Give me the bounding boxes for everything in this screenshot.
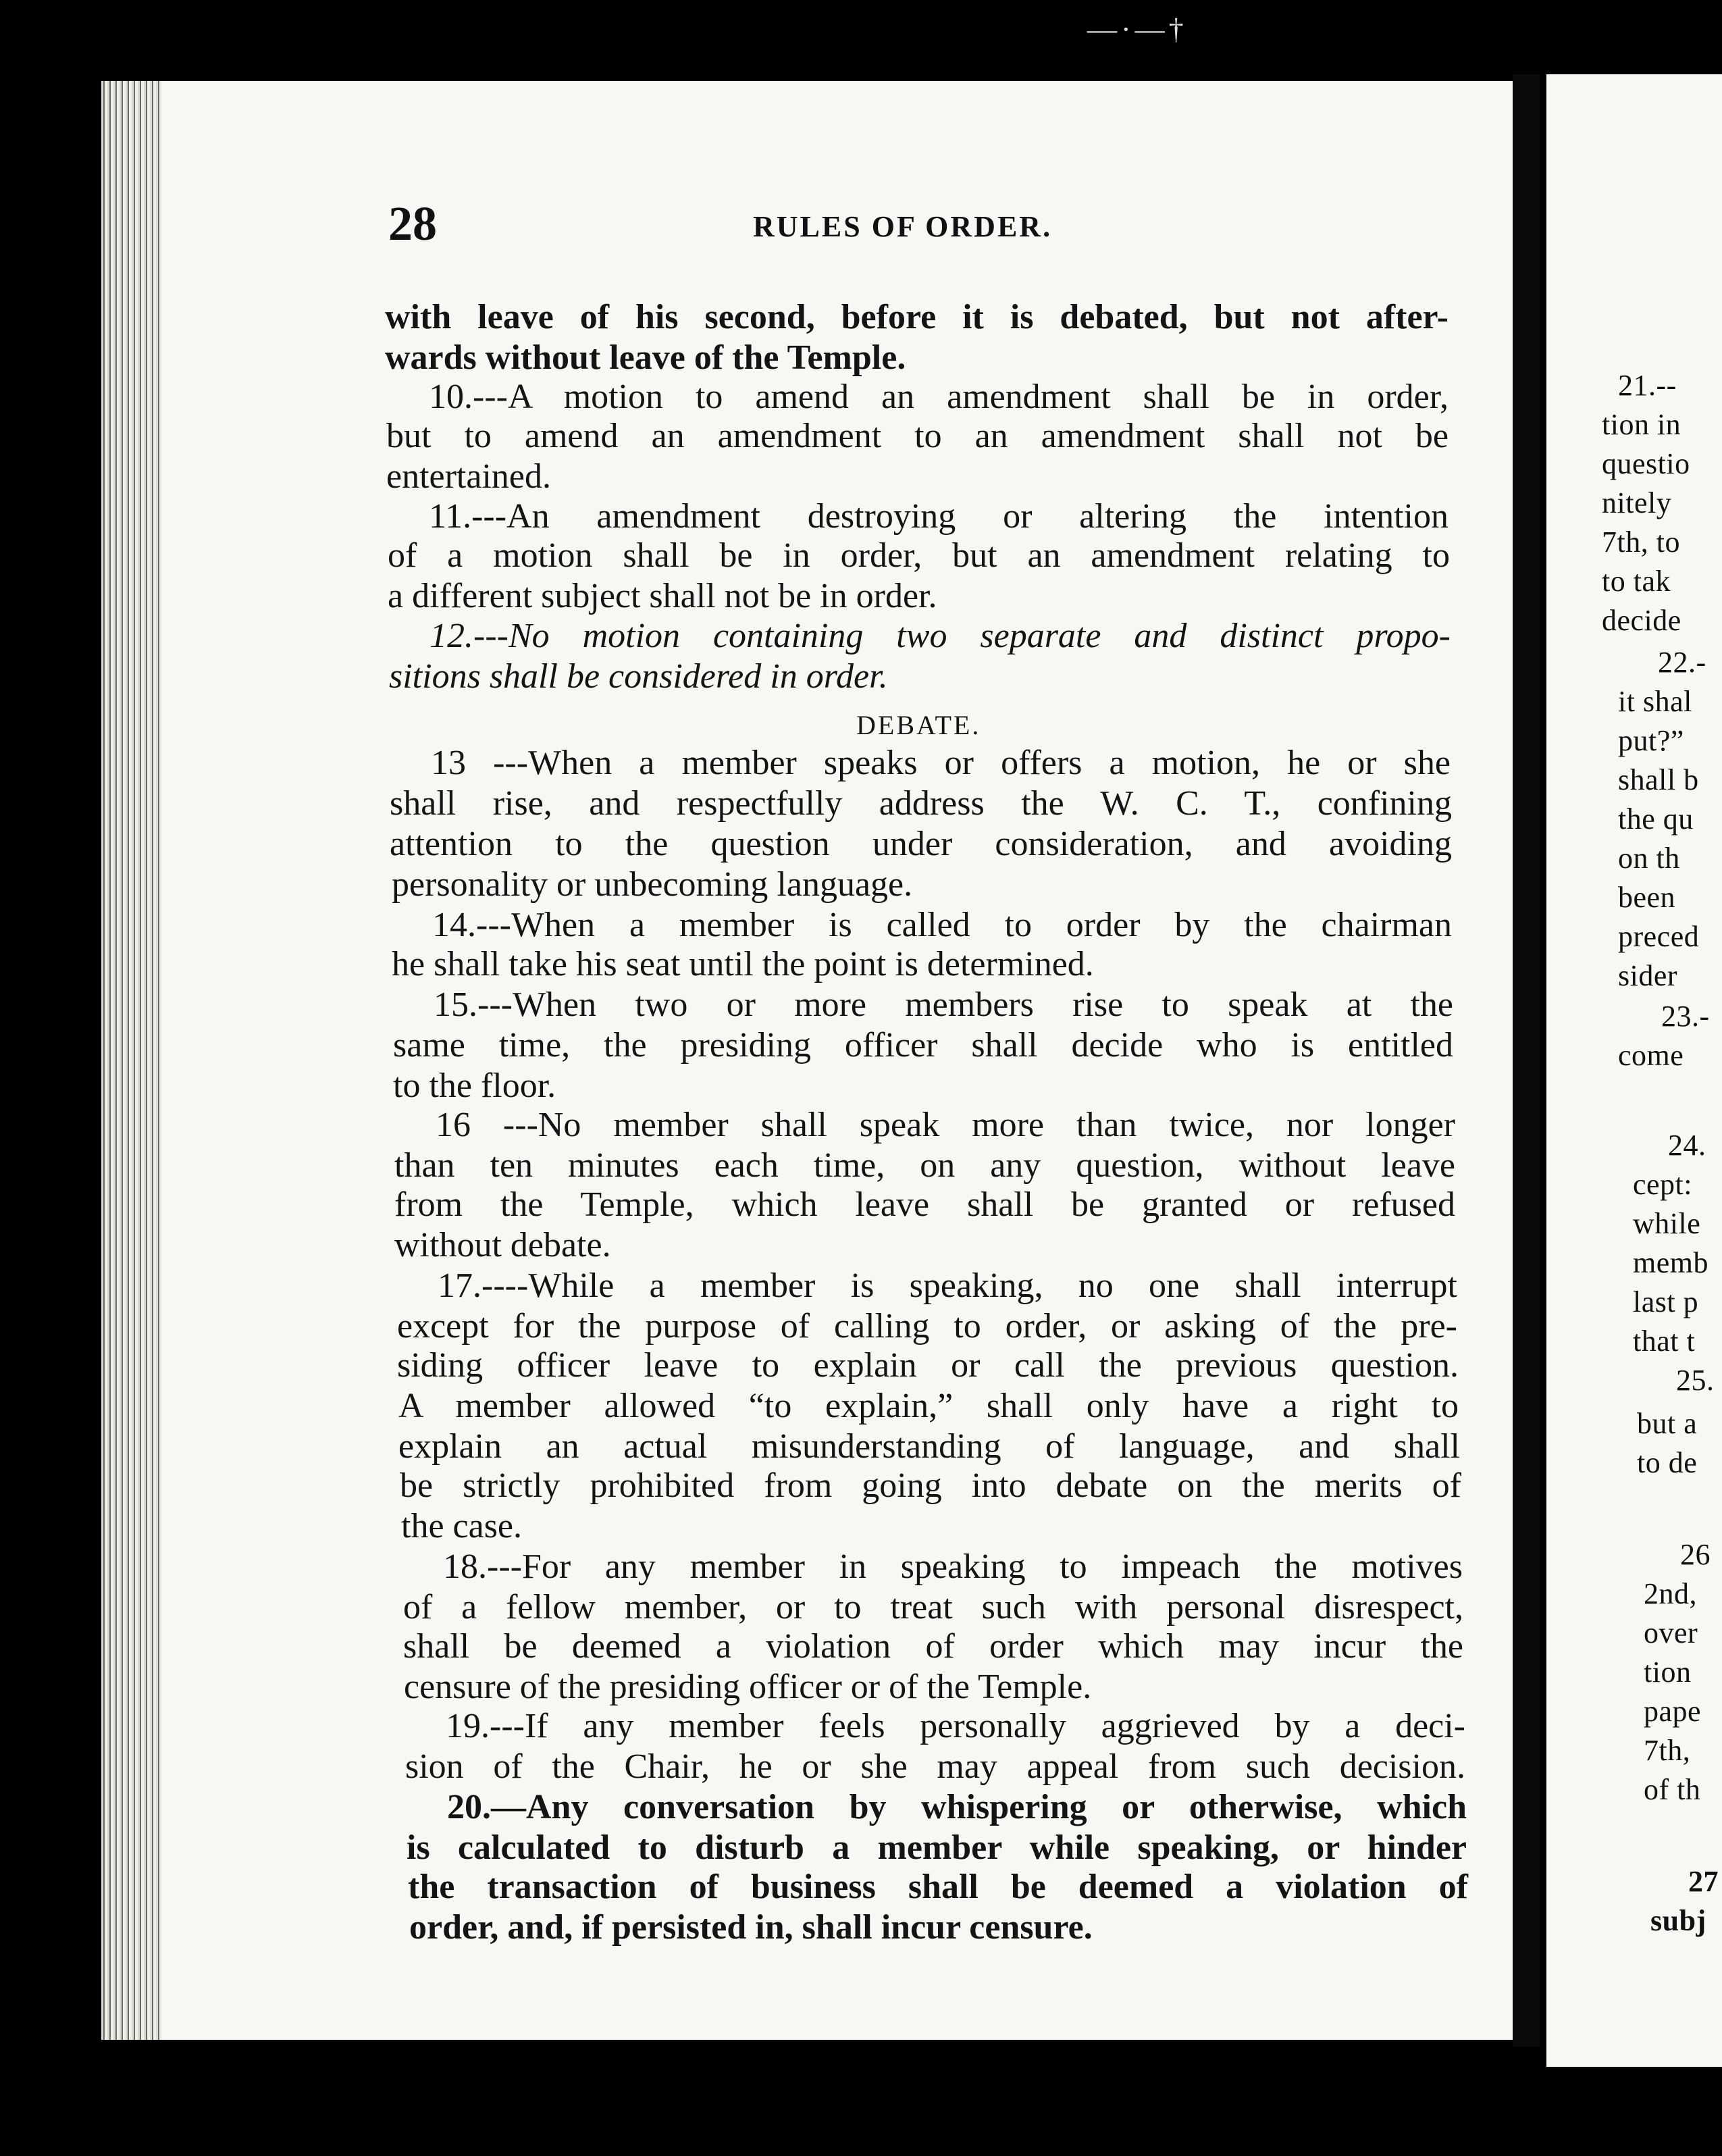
text-line-8: a different subject shall not be in order.	[388, 577, 937, 615]
right-fragment: over	[1644, 1616, 1698, 1649]
text-line-10: sitions shall be considered in order.	[389, 657, 888, 696]
right-fragment: 7th,	[1644, 1734, 1691, 1767]
text-line-33: shall be deemed a violation of order which may incur the	[403, 1627, 1463, 1666]
text-line-27: A member allowed “to explain,” shall only have a right to	[398, 1387, 1459, 1425]
text-line-31: 18.---For any member in speaking to impeach the motives	[443, 1547, 1463, 1586]
text-line-7: of a motion shall be in order, but an amendment relating to	[388, 536, 1450, 575]
right-fragment: 21.--	[1618, 369, 1677, 402]
text-line-28: explain an actual misunderstanding of language, and shall	[398, 1427, 1460, 1466]
right-fragment: 2nd,	[1644, 1577, 1697, 1610]
text-line-13: attention to the question under consideration, and avoiding	[390, 825, 1452, 863]
right-fragment: 27	[1688, 1865, 1719, 1898]
text-line-9: 12.---No motion containing two separate and distinct propo-	[429, 617, 1451, 655]
text-line-3: 10.---A motion to amend an amendment shall be in order,	[429, 378, 1449, 416]
right-fragment: to tak	[1602, 565, 1671, 598]
text-line-18: same time, the presiding officer shall decide who is entitled	[393, 1026, 1453, 1064]
right-fragment: to de	[1637, 1446, 1698, 1479]
text-line-5: entertained.	[386, 457, 551, 496]
text-line-34: censure of the presiding officer or of the Temple.	[404, 1668, 1092, 1706]
right-fragment: put?”	[1618, 724, 1684, 757]
book-gutter	[1513, 74, 1540, 2047]
right-fragment: 26	[1680, 1538, 1711, 1571]
text-line-40: order, and, if persisted in, shall incur censure.	[409, 1908, 1093, 1947]
right-fragment: but a	[1637, 1407, 1698, 1440]
right-fragment: 23.-	[1661, 1000, 1710, 1033]
text-line-23: without debate.	[394, 1226, 611, 1264]
page-number: 28	[388, 197, 437, 251]
text-line-24: 17.----While a member is speaking, no one shall interrupt	[438, 1266, 1457, 1305]
right-fragment: of th	[1644, 1773, 1701, 1806]
right-fragment: while	[1633, 1207, 1701, 1240]
right-fragment: subj	[1650, 1904, 1706, 1937]
right-fragment: 24.	[1668, 1129, 1706, 1162]
text-line-11: 13 ---When a member speaks or offers a motion, he or she	[431, 744, 1451, 782]
right-fragment: it shal	[1618, 685, 1692, 718]
right-fragment: come	[1618, 1039, 1684, 1072]
text-line-26: siding officer leave to explain or call the previous question.	[397, 1346, 1459, 1385]
right-fragment: 7th, to	[1602, 525, 1680, 559]
right-fragment: 25.	[1676, 1364, 1715, 1397]
text-line-6: 11.---An amendment destroying or altering the intention	[429, 497, 1449, 536]
right-fragment: preced	[1618, 920, 1700, 953]
right-fragment: last p	[1633, 1285, 1699, 1318]
text-line-17: 15.---When two or more members rise to speak at the	[434, 985, 1453, 1024]
right-fragment: cept:	[1633, 1168, 1693, 1201]
text-line-19: to the floor.	[393, 1067, 556, 1105]
text-line-38: is calculated to disturb a member while speaking, or hinder	[407, 1828, 1467, 1867]
text-line-25: except for the purpose of calling to order, or asking of the pre-	[397, 1307, 1457, 1345]
right-fragment: the qu	[1618, 802, 1694, 836]
right-fragment: 22.-	[1658, 646, 1706, 679]
section-heading-debate: DEBATE.	[856, 710, 981, 740]
text-line-12: shall rise, and respectfully address the W. C. T., confining	[390, 784, 1452, 823]
text-line-30: the case.	[401, 1507, 523, 1545]
scan-mark: —·—†	[1087, 13, 1188, 46]
text-line-1: with leave of his second, before it is debated, but not after-	[385, 298, 1449, 336]
right-fragment: that t	[1633, 1325, 1696, 1358]
text-line-35: 19.---If any member feels personally aggrieved by a deci-	[446, 1707, 1465, 1745]
page-edge-stack	[101, 81, 162, 2040]
right-fragment: memb	[1633, 1246, 1708, 1279]
right-fragment: been	[1618, 881, 1676, 914]
running-head: RULES OF ORDER.	[753, 210, 1053, 243]
text-line-21: than ten minutes each time, on any question, without leave	[394, 1146, 1455, 1185]
text-line-39: the transaction of business shall be deemed a violation of	[408, 1868, 1468, 1906]
right-fragment: nitely	[1602, 486, 1672, 519]
right-fragment: questio	[1602, 447, 1690, 480]
text-line-36: sion of the Chair, he or she may appeal from such decision.	[405, 1747, 1465, 1786]
text-line-20: 16 ---No member shall speak more than twice, nor longer	[436, 1106, 1455, 1144]
right-fragment: tion	[1644, 1656, 1692, 1689]
text-line-4: but to amend an amendment to an amendment shall not be	[386, 417, 1449, 455]
right-fragment: pape	[1644, 1695, 1702, 1728]
text-line-29: be strictly prohibited from going into debate on the merits of	[400, 1466, 1461, 1505]
text-line-2: wards without leave of the Temple.	[385, 338, 906, 377]
right-fragment: decide	[1602, 604, 1681, 637]
right-fragment: tion in	[1602, 408, 1681, 441]
text-line-32: of a fellow member, or to treat such with personal disrespect,	[403, 1588, 1463, 1626]
right-fragment: on th	[1618, 842, 1680, 875]
text-line-16: he shall take his seat until the point is determined.	[392, 945, 1094, 983]
text-line-15: 14.---When a member is called to order by the chairman	[432, 906, 1452, 944]
text-line-22: from the Temple, which leave shall be granted or refused	[394, 1185, 1455, 1224]
text-line-14: personality or unbecoming language.	[392, 865, 913, 904]
right-fragment: sider	[1618, 959, 1678, 992]
text-line-37: 20.—Any conversation by whispering or otherwise, which	[447, 1788, 1467, 1826]
right-fragment: shall b	[1618, 763, 1699, 796]
